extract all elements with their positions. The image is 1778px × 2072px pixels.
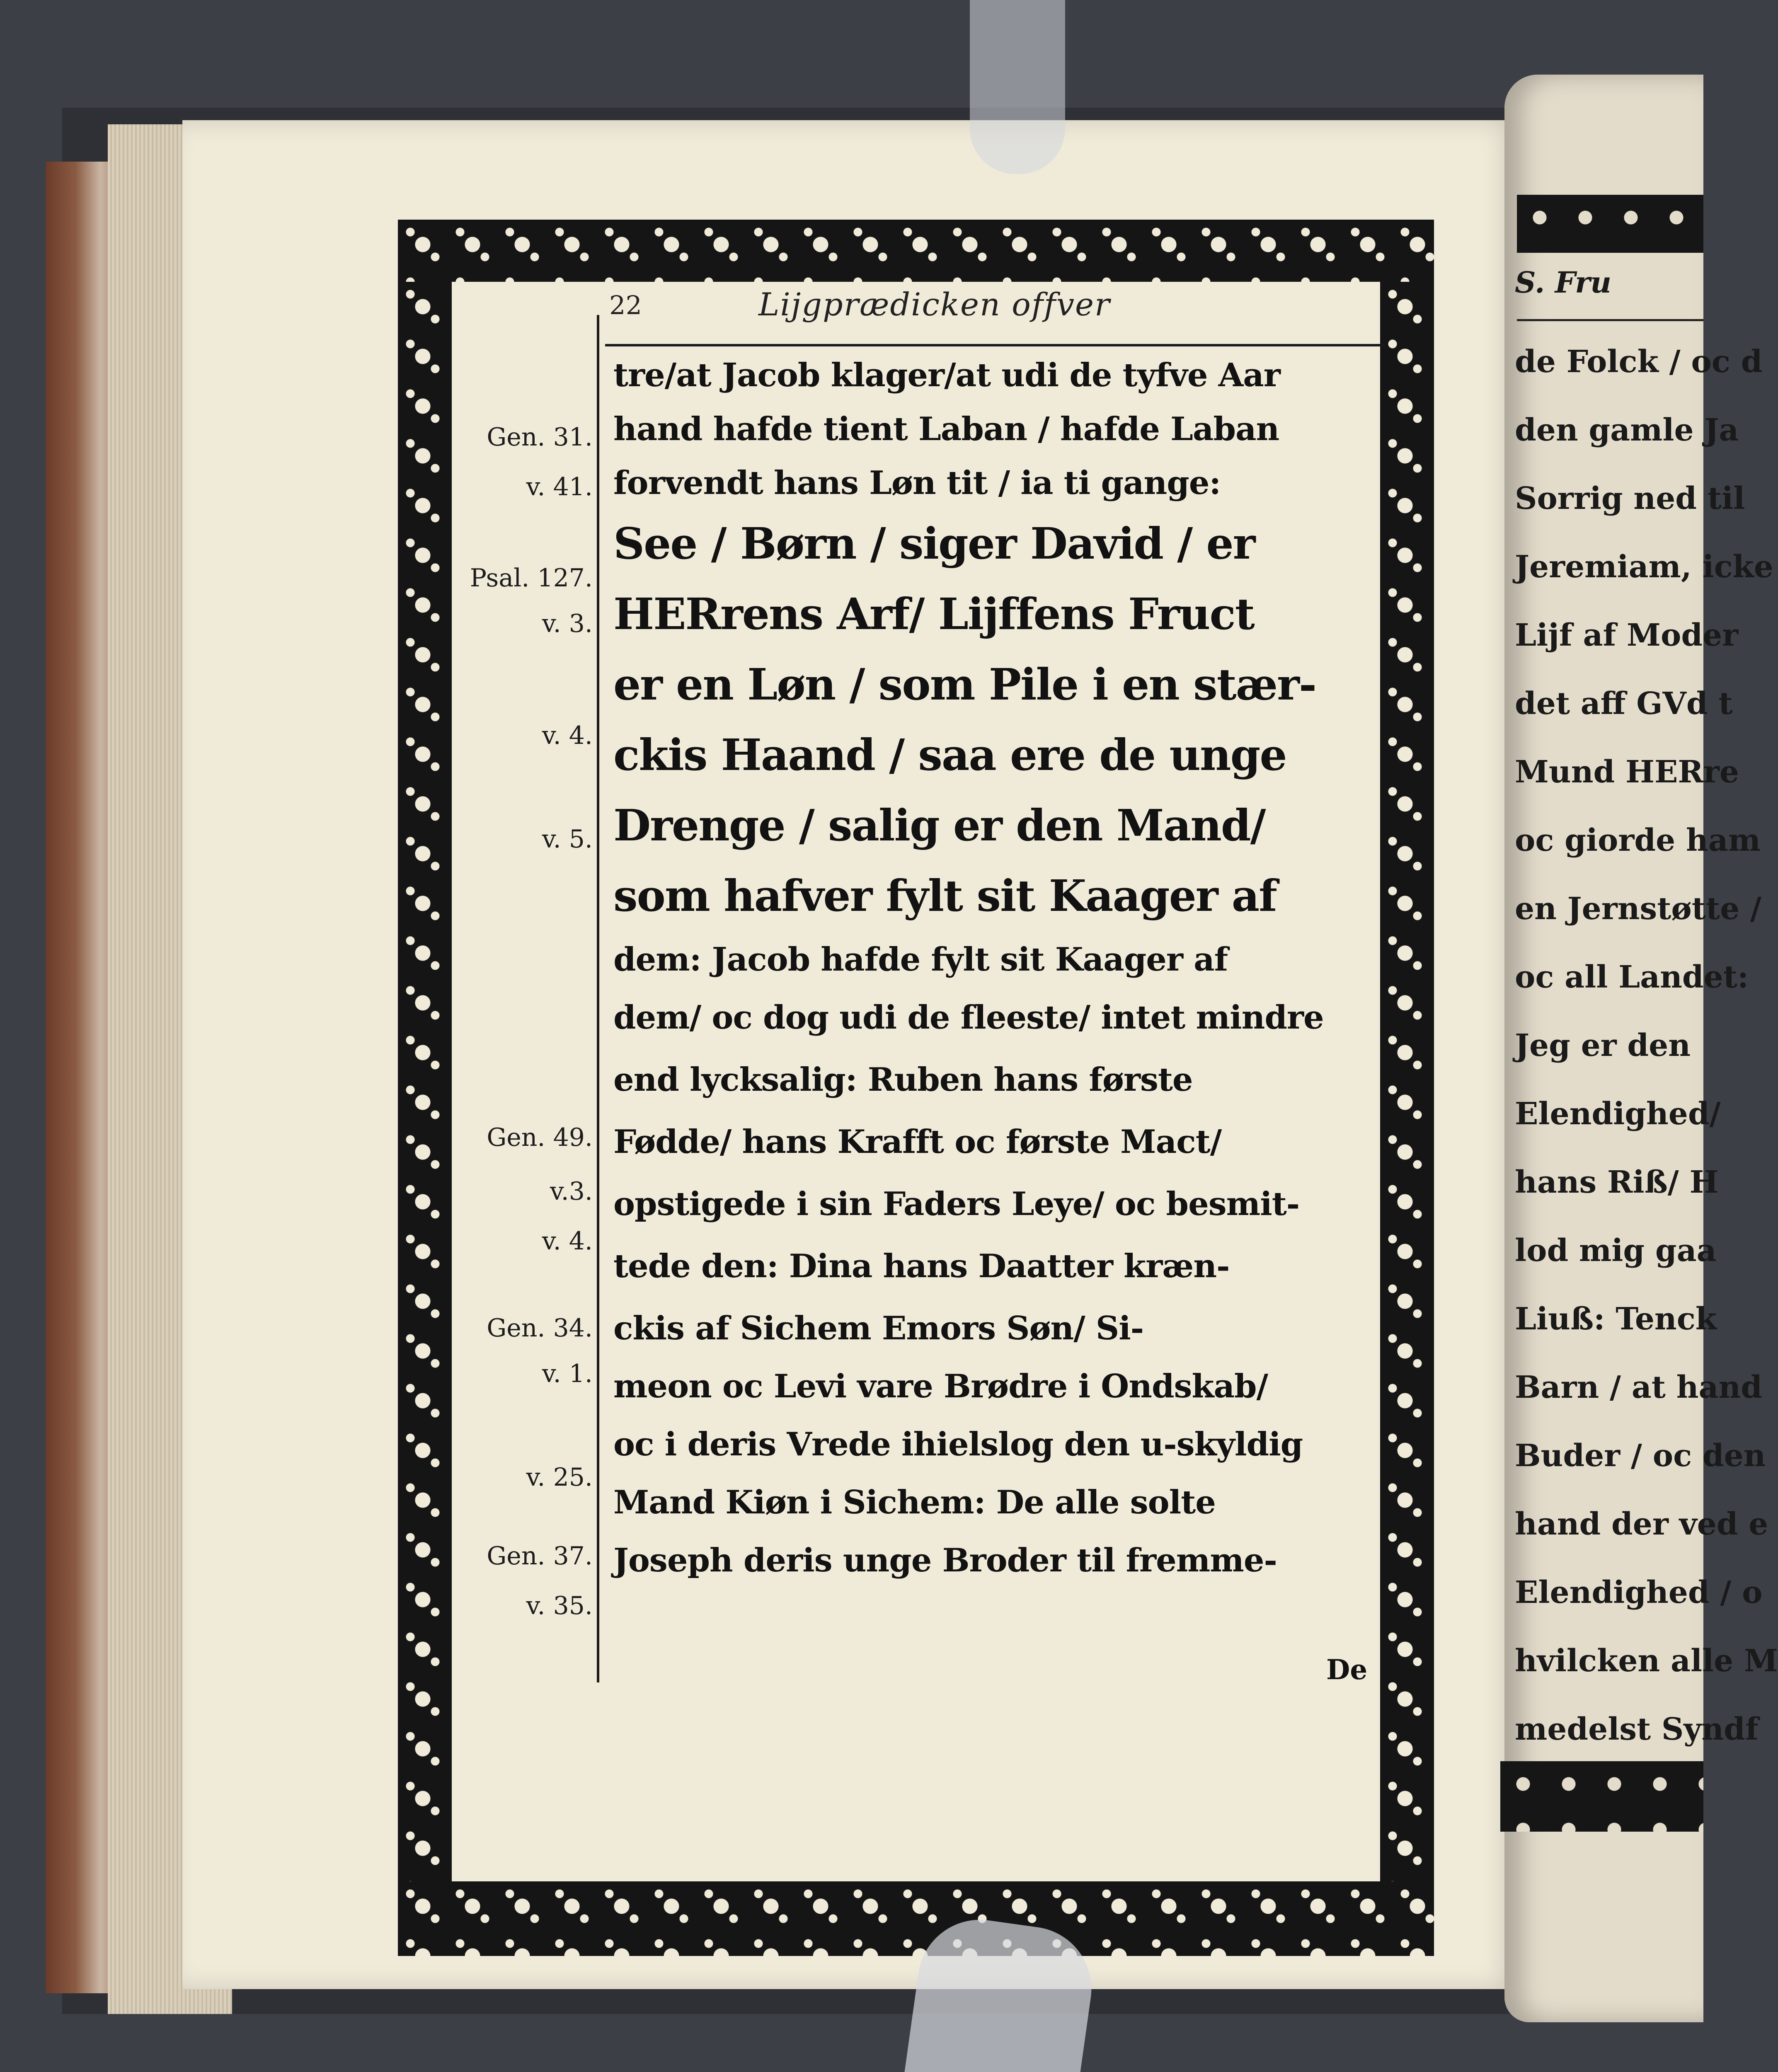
- facing-running-head: S. Fru: [1515, 265, 1612, 300]
- ornament-band-bottom: [398, 1881, 1434, 1956]
- facing-text-line: hvilcken alle M: [1515, 1643, 1778, 1679]
- facing-text-line: oc giorde ham: [1515, 823, 1761, 858]
- body-line: opstigede i sin Faders Leye/ oc besmit-: [613, 1185, 1300, 1223]
- body-line: ckis Haand / saa ere de unge: [613, 729, 1286, 780]
- margin-note: v. 25.: [526, 1463, 593, 1492]
- facing-text-line: Jeg er den: [1515, 1028, 1691, 1063]
- body-line: tede den: Dina hans Daatter kræn-: [613, 1247, 1230, 1285]
- facing-text-line: Barn / at hand: [1515, 1370, 1763, 1405]
- margin-note: v. 4.: [542, 721, 593, 750]
- facing-text-line: en Jernstøtte /: [1515, 891, 1761, 927]
- body-line: Drenge / salig er den Mand/: [613, 800, 1265, 851]
- facing-text-line: de Folck / oc d: [1515, 344, 1763, 380]
- facing-text-line: Buder / oc den: [1515, 1438, 1766, 1474]
- margin-note: Gen. 31.: [487, 423, 593, 452]
- body-line: oc i deris Vrede ihielslog den u-skyldig: [613, 1426, 1303, 1463]
- facing-text-line: lod mig gaa: [1515, 1233, 1717, 1268]
- header-rule: [605, 344, 1384, 346]
- body-line: tre/at Jacob klager/at udi de tyfve Aar: [613, 356, 1280, 394]
- page-clip-top: [970, 0, 1065, 174]
- margin-note: v. 5.: [542, 825, 593, 854]
- running-head: Lijgprædicken offver: [758, 286, 1111, 323]
- body-line: som hafver fylt sit Kaager af: [613, 870, 1277, 921]
- facing-text-line: Elendighed / o: [1515, 1575, 1763, 1610]
- facing-ornament-top: [1517, 195, 1703, 253]
- facing-text-line: Mund HERre: [1515, 754, 1739, 790]
- margin-note: v. 4.: [542, 1227, 593, 1256]
- margin-note: Gen. 37.: [487, 1542, 593, 1571]
- body-line: HERrens Arf/ Lijffens Fruct: [613, 588, 1254, 639]
- body-line: See / Børn / siger David / er: [613, 518, 1255, 569]
- margin-note: Gen. 34.: [487, 1314, 593, 1343]
- body-line: Joseph deris unge Broder til fremme-: [613, 1542, 1277, 1579]
- facing-text-line: Sorrig ned til: [1515, 481, 1745, 516]
- body-line: dem/ oc dog udi de fleeste/ intet mindre: [613, 999, 1324, 1036]
- margin-note: v. 35.: [526, 1591, 593, 1620]
- ornament-band-top: [398, 220, 1434, 282]
- catchword: De: [1326, 1653, 1368, 1686]
- body-line: Mand Kiøn i Sichem: De alle solte: [613, 1484, 1216, 1521]
- facing-text-line: Lijf af Moder: [1515, 617, 1739, 653]
- facing-head-rule: [1517, 319, 1703, 321]
- margin-column-rule: [597, 315, 599, 1682]
- ornament-band-left: [398, 282, 452, 1881]
- facing-text-line: hans Riß/ H: [1515, 1164, 1719, 1200]
- facing-text-line: Jeremiam, icke: [1515, 549, 1773, 585]
- facing-text-line: det aff GVd t: [1515, 686, 1733, 721]
- facing-text-line: oc all Landet:: [1515, 959, 1749, 995]
- body-line: end lycksalig: Ruben hans første: [613, 1061, 1193, 1099]
- facing-text-line: Elendighed/: [1515, 1096, 1721, 1132]
- facing-text-line: Liuß: Tenck: [1515, 1301, 1717, 1337]
- margin-note: Psal. 127.: [470, 564, 593, 593]
- facing-text-line: medelst Syndf: [1515, 1711, 1759, 1747]
- facing-text-line: hand der ved e: [1515, 1506, 1768, 1542]
- page-number: 22: [609, 290, 642, 320]
- margin-note: v. 3.: [542, 609, 593, 638]
- body-line: dem: Jacob hafde fylt sit Kaager af: [613, 941, 1228, 978]
- body-line: meon oc Levi vare Brødre i Ondskab/: [613, 1368, 1268, 1405]
- margin-note: v. 41.: [526, 472, 593, 501]
- body-line: hand hafde tient Laban / hafde Laban: [613, 410, 1279, 448]
- body-line: ckis af Sichem Emors Søn/ Si-: [613, 1310, 1144, 1347]
- facing-ornament-bottom: [1500, 1761, 1703, 1832]
- facing-text-line: den gamle Ja: [1515, 412, 1739, 448]
- ornament-band-right: [1380, 282, 1434, 1881]
- body-line: Fødde/ hans Krafft oc første Mact/: [613, 1123, 1222, 1161]
- margin-note: Gen. 49.: [487, 1123, 593, 1152]
- margin-note: v.3.: [550, 1177, 593, 1206]
- body-line: forvendt hans Løn tit / ia ti gange:: [613, 464, 1221, 502]
- body-line: er en Løn / som Pile i en stær-: [613, 659, 1316, 710]
- margin-note: v. 1.: [542, 1359, 593, 1388]
